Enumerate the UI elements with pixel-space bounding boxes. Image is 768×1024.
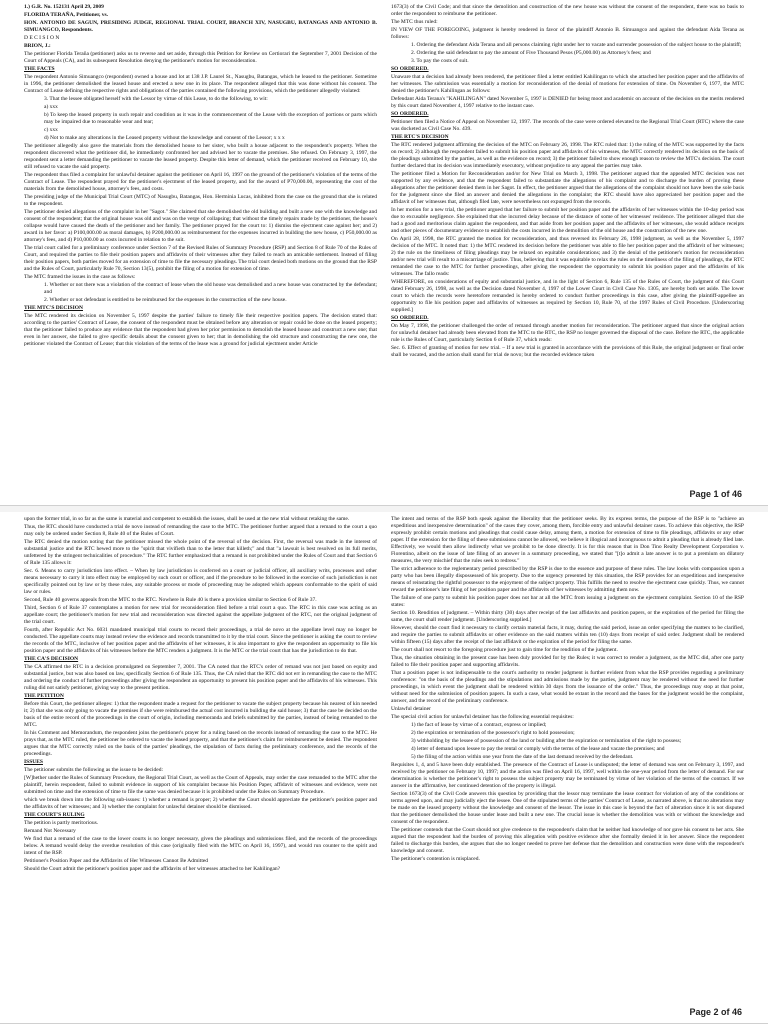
paragraph: The RTC denied the motion noting that the petitioner missed the whole point of the reversal of the decision. First, the reversal was made in the interest of substantial justice and the RTC hewed more to the "spirit that vivifieth than to the letter that killeth;" and that "a lawsuit is best resolved on its full merits, unfettered by the stringent technicalities of procedure." The RTC further emphasized that a remand is not prohibited under the Rules of Court and that Section 6 of Rule 135 allows it: [24, 539, 377, 566]
paragraph: c) xxx [44, 127, 58, 133]
paragraph: 3. That the lessee obligated herself with the Lessor by virtue of this Lease, to do the following, to wit: [44, 96, 268, 102]
paragraph: Section 10. Rendition of judgment. – Within thirty (30) days after receipt of the last affidavits and position papers, or the expiration of the period for filing the same, the court shall render judgment. [Underscoring supplied.] [391, 610, 744, 623]
page-1 [0, 0, 768, 506]
paragraph: The petitioner submits the following as the issue to be decided: [24, 767, 163, 773]
paragraph: The strict adherence to the reglementary period prescribed by the RSP is due to the essence and purpose of these rules. The law looks with compassion upon a party who has been illegally dispossessed of his property. Due to the urgency presented by this situation, the RSP provides for an expeditious and inexpensive means of reinstating the rightful possessor to the enjoyment of the subject property. This fulfills the need to resolve the ejectment case quickly. Thus, we cannot reward the petitioner's late filing of her position paper and the affidavits of her witnesses by admitting them now. [391, 566, 744, 593]
page-2-right-column [391, 516, 744, 993]
paragraph: d) Not to make any alterations in the Leased property without the knowledge and consent of the Lessor; x x x [44, 135, 285, 141]
paragraph: 5) the filing of the action within one year from the date of the last demand received by the defendant. [411, 754, 634, 760]
paragraph: 1. Whether or not there was a violation of the contract of lease when the old house was demolished and a new house was constructed by the defendant; and [44, 282, 377, 295]
paragraph: Petitioner then filed a Notice of Appeal on November 12, 1997. The records of the case were ordered elevated to the Regional Trial Court (RTC) where the case was docketed as Civil Case No. 439. [391, 119, 744, 132]
page-2-left-column [24, 516, 377, 993]
paragraph: 1673(3) of the Civil Code; and that since the demolition and construction of the new house was without the consent of the respondent, there was no basis to order the respondent to reimburse the petitioner. [391, 4, 744, 17]
paragraph: SO ORDERED. [391, 66, 429, 72]
paragraph: Before this Court, the petitioner alleges: 1) that the respondent made a request for the petitioner to vacate the subject property because his nearest of kin needed it; 2) that she was only going to vacate the premises if she were reimbursed the actual cost incurred in building the said house; 3) that the case be decided on the basis of the entire record of the proceedings in the court of origin, including memoranda and briefs submitted by the parties, instead of being remanded to the MTC. [24, 701, 377, 728]
paragraph: Petitioner's Position Paper and the Affidavits of Her Witnesses Cannot Be Admitted [24, 858, 209, 864]
paragraph: Unlawful detainer [391, 706, 431, 712]
paragraph: We find that a remand of the case to the lower courts is no longer necessary, given the pleadings and submissions filed, and the records of the proceedings below. A remand would delay the overdue resolution of this case (originally filed with the MTC on April 16, 1997), and would run counter to the spirit and intent of the RSP. [24, 836, 377, 856]
ponente: BRION, J.: [24, 43, 51, 49]
paragraph: Unaware that a decision had already been rendered, the petitioner filed a letter entitled Kahilingan to which she attached her position paper and the affidavits of her witnesses. The submission was essentially a motion for reconsideration of the denial of motions for extension of time. On November 6, 1977, the MTC denied the petitioner's Kahilingan as follows: [391, 74, 744, 94]
paragraph: Thus, the RTC should have conducted a trial de novo instead of remanding the case to the MTC. The petitioner further argued that a remand to the court a quo may only be ordered under Section 8, Rule 40 of the Rules of Court. [24, 524, 377, 537]
page-2-left-text [24, 516, 377, 873]
paragraph: The respondent thus filed a complaint for unlawful detainer against the petitioner on April 16, 1997 on the ground of the petitioner's violation of the terms of the Contract of Lease. The respondent prayed for the petitioner's ejectment of the leased property, and for the award of P70,000.00, representing the cost of the materials from the demolished house, attorney's fees, and costs. [24, 172, 377, 192]
paragraph: Should the Court admit the petitioner's position paper and the affidavits of her witnesses attached to her Kahilingan? [24, 866, 281, 872]
page-1-left-column [24, 4, 377, 475]
paragraph: The RTC rendered judgment affirming the decision of the MTC on February 26, 1998. The RTC ruled that: 1) the ruling of the MTC was supported by the facts on record; 2) although the respondent failed to submit his position paper and affidavits of his witnesses, the MTC correctly rendered its decision on the basis of the pleadings submitted by the parties, as well as the evidence on record; 3) the petitioner failed to show enough reason to review the MTC's decision. The court further declared that its decision was immediately executory, without prejudice to any appeal the parties may take. [391, 142, 744, 169]
paragraph: Sec. 6. Means to carry jurisdiction into effect. – When by law jurisdiction is conferred on a court or judicial officer, all auxiliary writs, processes and other means necessary to carry it into effect may be employed by such court or officer, and if the procedure to be followed in the exercise of such jurisdiction is not specifically pointed out by law or by these rules, any suitable process or mode of proceeding may be adopted which appears conformable to the spirit of said law or rules. [24, 568, 377, 595]
paragraph: 3) withholding by the lessee of possession of the land or building after the expiration or termination of the right to possess; [411, 738, 682, 744]
paragraph: In his Comment and Memorandum, the respondent joins the petitioner's prayer for a ruling based on the records instead of remanding the case to the MTC. He prays that, as the MTC ruled, the petitioner be ordered to vacate the leased property, and that the petitioner's claim for reimbursement be denied. The respondent argues that the MTC correctly ruled on the basis of the parties' pleadings, the stipulation of facts during the preliminary conference, and the records of the proceedings. [24, 730, 377, 757]
paragraph: The petitioner filed a Motion for Reconsideration and/or for New Trial on March 3, 1998. The petitioner argued that the appealed MTC decision was not supported by any evidence, and that the respondent failed to substantiate the allegations of his complaint and to discharge the burden of proving these allegations after the petitioner denied them in her Sagot. In effect, the petitioner argued that the allegations of the complaint should not have been the sole basis for the judgment since she filed an answer and denied the allegations in the complaint; the RTC should have also appreciated her position paper and the affidavit of her witnesses that, although filed late, were nevertheless not expunged from the records. [391, 171, 744, 205]
paragraph: a) xxx [44, 104, 58, 110]
paragraph: WHEREFORE, on considerations of equity and substantial justice, and in the light of Section 6, Rule 135 of the Rules of Court, the judgment of this Court dated February 26, 1998, as well as the Decision dated November 4, 1997 of the Lower Court in Civil Case No. 1305, are hereby both set aside. The lower court to which the records were heretofore remanded is hereby ordered to conduct further proceedings in this case, after giving the plaintiff-appellee an opportunity to file his position paper and affidavits of witnesses as required by Section 10, Rule 70, of the 1997 Rules of Civil Procedure. [Underscoring supplied.] [391, 279, 744, 313]
paragraph: The petitioner denied allegations of the complaint in her "Sagot." She claimed that she demolished the old building and built a new one with the knowledge and consent of the respondent; that the original house was old and was on the verge of collapsing; that without the timely repairs made by the petitioner, the house's collapse would have caused the death of the petitioner and her family. The petitioner prayed for the court to: 1) dismiss the ejectment case against her; and 2) award in her favor: a) P100,000.00 as moral damages, b) P200,000.00 as reimbursement for the expenses incurred in building the new house, c) P50,000.00 as attorney's fees, and d) P10,000.00 as costs incurred in relation to the suit. [24, 209, 377, 243]
petitioner-line: FLORIDA TERAÑA, Petitioner, vs. [24, 12, 109, 18]
paragraph: upon the former trial, in so far as the same is material and competent to establish the issues, shall be used at the new trial without retaking the same. [24, 516, 350, 522]
paragraph: However, should the court find it necessary to clarify certain material facts, it may, during the said period, issue an order specifying the matters to be clarified, and require the parties to submit affidavits or other evidence on the said matters within ten (10) days from receipt of said order. Judgment shall be rendered within fifteen (15) days after the receipt of the last affidavit or the expiration of the period for filing the same. [391, 625, 744, 645]
paragraph: THE COURT'S RULING [24, 812, 85, 818]
page-number-label: Page 1 of 46 [689, 489, 742, 499]
case-number: 1.) G.R. No. 152131 April 29, 2009 [24, 4, 104, 10]
paragraph: The failure of one party to submit his position paper does not bar at all the MTC from issuing a judgment on the ejectment complaint. Section 10 of the RSP states: [391, 595, 744, 608]
paragraph: THE RTC'S DECISION [391, 134, 449, 140]
paragraph: THE PETITION [24, 693, 64, 699]
paragraph: The special civil action for unlawful detainer has the following essential requisites: [391, 714, 574, 720]
respondents-line: HON. ANTONIO DE SAGUN, PRESIDING JUDGE, REGIONAL TRIAL COURT, BRANCH XIV, NASUGBU, BATANGAS AND ANTONIO B. SIMUANGCO, Respondents. [24, 20, 377, 33]
paragraph: The presiding judge of the Municipal Trial Court (MTC) of Nasugbu, Batangas, Hon. Herminia Lucas, inhibited from the case on the ground that she is related to the respondent. [24, 194, 377, 207]
paragraph: The respondent Antonio Simuangco (respondent) owned a house and lot at 138 J.P. Laurel St., Nasugbu, Batangas, which he leased to the petitioner. Sometime in 1996, the petitioner demolished the leased house and erected a new one in its place. The respondent alleged that this was done without his consent. The Contract of Lease defining the respective rights and obligations of the parties contained the following provisions, which the petitioner allegedly violated: [24, 74, 377, 94]
paragraph: The intent and terms of the RSP both speak against the liberality that the petitioner seeks. By its express terms, the purpose of the RSP is to "achieve an expeditious and inexpensive determination" of the cases they cover, among them, forcible entry and unlawful detainer cases. To achieve this objective, the RSP expressly prohibit certain motions and pleadings that could cause delay, among them, a motion for extension of time to file pleadings, affidavits or any other paper. If the extension for the filing of these submissions cannot be allowed, we believe it illogical and incongruous to admit a pleading that is already filed late. Effectively, we would then allow indirectly what we prohibit to be done directly. It is for this reason that in Don Tino Realty Development Corporation v. Florentino, albeit on the issue of late filing of an answer in a summary proceeding, we stated that "[t]o admit a late answer is to put a premium on dilatory measures, the very mischief that the rules seek to redress." [391, 516, 744, 564]
paragraph: THE CA'S DECISION [24, 656, 79, 662]
paragraph: [W]hether under the Rules of Summary Procedure, the Regional Trial Court, as well as the Court of Appeals, may order the case remanded to the MTC after the plaintiff, herein respondent, failed to submit evidence in support of his complaint because his Position Paper, affidavit of witnesses and evidence, were not submitted on time and the extension of time to file the same was denied because it is prohibited under the Rules on Summary Procedure. [24, 775, 377, 795]
paragraph: On April 28, 1998, the RTC granted the motion for reconsideration, and thus reversed its February 26, 1998 judgment, as well as the November 5, 1997 decision of the MTC. It noted that: 1) the MTC rendered its decision before the petitioner was able to file her position paper and the affidavit of her witnesses; 2) the rule on the timeliness of filing pleadings may be relaxed on equitable considerations; and 3) the denial of the petitioner's motion for reconsideration and/or new trial will result to a miscarriage of justice. Thus, believing that it was equitable to relax the rules on the timeliness of the filing of pleadings, the RTC remanded the case to the MTC for further proceedings, after giving the respondent the opportunity to submit his position paper and the affidavits of his witnesses. The fallo reads: [391, 236, 744, 277]
paragraph: That a position paper is not indispensable to the court's authority to render judgment is further evident from what the RSP provides regarding a preliminary conference: "on the basis of the pleadings and the stipulations and admissions made by the parties, judgment may be rendered without the need for further proceedings, in which event the judgment shall be rendered within 30 days from the issuance of the order." Thus, the proceedings may stop at that point, without need for the submission of position papers. In such a case, what would be extant in the record and the bases for the judgment would be the complaint, answer, and the record of the preliminary conference. [391, 670, 744, 704]
paragraph: The petitioner contends that the Court should not give credence to the respondent's claim that he neither had knowledge of nor gave his consent to her acts. She argued that the respondent had the burden of proving this allegation with positive evidence after she formally denied it in her answer. Since the respondent failed to discharge this burden, she argues that she no longer needed to prove her defense that the demolition and construction were done with the respondent's knowledge and consent. [391, 827, 744, 854]
page-1-left-text [24, 51, 377, 348]
paragraph: 4) letter of demand upon lessee to pay the rental or comply with the terms of the lease and vacate the premises; and [411, 746, 665, 752]
page-2-right-text [391, 516, 744, 863]
page-1-right-text [391, 4, 744, 359]
paragraph: 3. To pay the costs of suit. [411, 58, 469, 64]
paragraph: 1. Ordering the defendant Aida Terana and all persons claiming right under her to vacate and surrender possession of the subject house to the plaintiff; [411, 42, 742, 48]
paragraph: The trial court called for a preliminary conference under Section 7 of the Revised Rules of Summary Procedure (RSP) and Section 8 of Rule 70 of the Rules of Court, and required the parties to file their position papers and affidavits of their witnesses after they failed to reach an amicable settlement. Instead of filing their position papers, both parties moved for an extension of time to file the necessary pleadings. The trial court denied both motions on the ground that the RSP and the Rules of Court, particularly Rule 70, Section 13(5), prohibit the filing of a motion for extension of time. [24, 245, 377, 272]
paragraph: The petitioner's contention is misplaced. [391, 856, 480, 862]
paragraph: Thus, the situation obtaining in the present case has been duly provided for by the Rules; it was correct to render a judgment, as the MTC did, after one party failed to file their position paper and supporting affidavits. [391, 655, 744, 668]
paragraph: The MTC framed the issues in the case as follows: [24, 274, 136, 280]
paragraph: The petition is partly meritorious. [24, 820, 99, 826]
paragraph: 2) the expiration or termination of the possessor's right to hold possession; [411, 730, 575, 736]
paragraph: The court shall not resort to the foregoing procedure just to gain time for the rendition of the judgment. [391, 647, 618, 653]
paragraph: Third, Section 6 of Rule 37 contemplates a motion for new trial for reconsideration filed before a trial court a quo. The RTC in this case was acting as an appellate court; the petitioner's motion for new trial and reconsideration was directed against the appellate judgment of the RTC, not the original judgment of the trial court. [24, 605, 377, 625]
paragraph: SO ORDERED. [391, 315, 429, 321]
paragraph: The petitioner Florida Teraña (petitioner) asks us to reverse and set aside, through this Petition for Review on Certiorari the September 7, 2001 Decision of the Court of Appeals (CA), and its subsequent Resolution denying the petitioner's motion for reconsideration. [24, 51, 377, 64]
paragraph: b) To keep the leased property in such repair and condition as it was in the commencement of the Lease with the exception of portions or parts which may be impaired due to reasonable wear and tear; [44, 112, 377, 125]
paragraph: IN VIEW OF THE FOREGOING, judgment is hereby rendered in favor of the plaintiff Antonio B. Simuangco and against the defendant Aida Terana as follows: [391, 27, 744, 40]
paragraph: Remand Not Necessary [24, 828, 76, 834]
paragraph: The petitioner allegedly also gave the materials from the demolished house to her sister, who built a house adjacent to the respondent's property. When the respondent discovered what the petitioner did, he immediately confronted her and advised her to vacate the premises. She refused. On February 3, 1997, the respondent sent a letter demanding the petitioner to vacate the leased property. Despite this letter of demand, which the petitioner received on February 10, she still refused to vacate the said property. [24, 143, 377, 170]
paragraph: Second, Rule 40 governs appeals from the MTC to the RTC. Nowhere in Rule 40 is there a provision similar to Section 6 of Rule 37. [24, 597, 317, 603]
paragraph: which we break down into the following sub-issues: 1) whether a remand is proper; 2) whether the Court should appreciate the petitioner's position paper and the affidavits of her witnesses; and 3) whether the complaint for unlawful detainer should be dismissed. [24, 797, 377, 810]
paragraph: 2. Whether or not defendant is entitled to be reimbursed for the expenses in the construction of the new house. [44, 297, 287, 303]
paragraph: The MTC thus ruled: [391, 19, 438, 25]
decision-label: D E C I S I O N [24, 35, 60, 41]
paragraph: THE FACTS [24, 66, 55, 72]
paragraph: THE MTC'S DECISION [24, 305, 83, 311]
paragraph: Requisites 1, 4, and 5 have been duly established. The presence of the Contract of Lease is undisputed; the letter of demand was sent on February 3, 1997, and received by the petitioner on February 10, 1997; and the action was filed on April 16, 1997, well within the one-year period from the letter of demand. For our determination is whether the petitioner's right to possess the subject property may be terminated by virtue of her violation of the terms of the contract. If we answer in the affirmative, her continued detention of the property is illegal. [391, 762, 744, 789]
paragraph: Section 1673(3) of the Civil Code answers this question by providing that the lessor may terminate the lease contract for violation of any of the conditions or terms agreed upon, and may judicially eject the lessee. One of the stipulated terms of the parties' Contract of Lease, as narrated above, is that no alterations may be made on the leased property without the knowledge and consent of the lessor. The issue in this case is beyond the fact of alteration since it is not disputed that the petitioner demolished the house under lease and built a new one. The crucial issue is whether the demolition was with or without the knowledge and consent of the respondent. [391, 791, 744, 825]
paragraph: Defendant Aida Terana's "KAHILINGAN" dated November 5, 1997 is DENIED for being moot and academic on account of the decision on the merits rendered by this court dated November 4, 1997 relative to the instant case. [391, 96, 744, 109]
paragraph: 1) the fact of lease by virtue of a contract, express or implied; [411, 722, 547, 728]
paragraph: Fourth, after Republic Act No. 6031 mandated municipal trial courts to record their proceedings, a trial de novo at the appellate level may no longer be conducted. The appellate courts may instead review the evidence and records transmitted to it by the trial court. Since the petitioner is asking the court to review the records of the MTC, inclusive of her position paper and the affidavits of her witnesses, it is also important to give the respondent an opportunity to file his position paper and the affidavits of his witnesses before the MTC renders a judgment. It is the MTC or the trial court that has the jurisdiction to do that. [24, 627, 377, 654]
paragraph: ISSUES [24, 759, 43, 765]
paragraph: On May 7, 1998, the petitioner challenged the order of remand through another motion for reconsideration. The petitioner argued that since the original action for unlawful detainer had already been elevated from the MTC to the RTC, the RSP no longer governed the disposal of the case. Before the RTC, the applicable rule is the Rules of Court, particularly Section 6 of Rule 37, which reads: [391, 323, 744, 343]
paragraph: The MTC rendered its decision on November 5, 1997 despite the parties' failure to timely file their respective position papers. The decision stated that: according to the parties' Contract of Lease, the consent of the respondent must be obtained before any alteration or repair could be done on the leased property; that the petitioner failed to produce any evidence that the respondent had given her prior permission to demolish the leased house and construct a new one; that even in her answer, she failed to give specific details about the consent given to her; that in demolishing the old structure and constructing the new one, the petitioner violated the Contract of Lease; that this violation of the terms of the lease was a ground for judicial ejectment under Article [24, 313, 377, 347]
page-1-right-column [391, 4, 744, 475]
paragraph: The CA affirmed the RTC in a decision promulgated on September 7, 2001. The CA noted that the RTC's order of remand was not just based on equity and substantial justice, but was also based on law, specifically Section 6 of Rule 135. Thus, the CA ruled that the RTC did not err in remanding the case to the MTC and ordering the conduct of further proceedings after giving the respondent an opportunity to present his position paper and the affidavits of his witnesses. This ruling did not satisfy petitioner, giving way to the present petition. [24, 664, 377, 691]
page-2 [0, 512, 768, 1024]
paragraph: In her motion for a new trial, the petitioner argued that her failure to submit her position paper and the affidavits of her witnesses within the 10-day period was due to excusable negligence. She explained that she incurred delay because of the distance of some of her witnesses' residence. The petitioner alleged that she had a good and meritorious claim against the respondent, and that aside from her position paper and the affidavits of her witnesses, she would adduce receipts and other pieces of documentary evidence to establish the costs incurred in the demolition of the old house and the construction of the new one. [391, 207, 744, 234]
paragraph: 2. Ordering the said defendant to pay the amount of Five Thousand Pesos (P5,000.00) as Attorney's fees; and [411, 50, 651, 56]
page-number-label: Page 2 of 46 [689, 1007, 742, 1017]
paragraph: Sec. 6. Effect of granting of motion for new trial. – If a new trial is granted in accordance with the provisions of this Rule, the original judgment or final order shall be vacated, and the action shall stand for trial de novo; but the recorded evidence taken [391, 345, 744, 358]
paragraph: SO ORDERED. [391, 111, 429, 117]
